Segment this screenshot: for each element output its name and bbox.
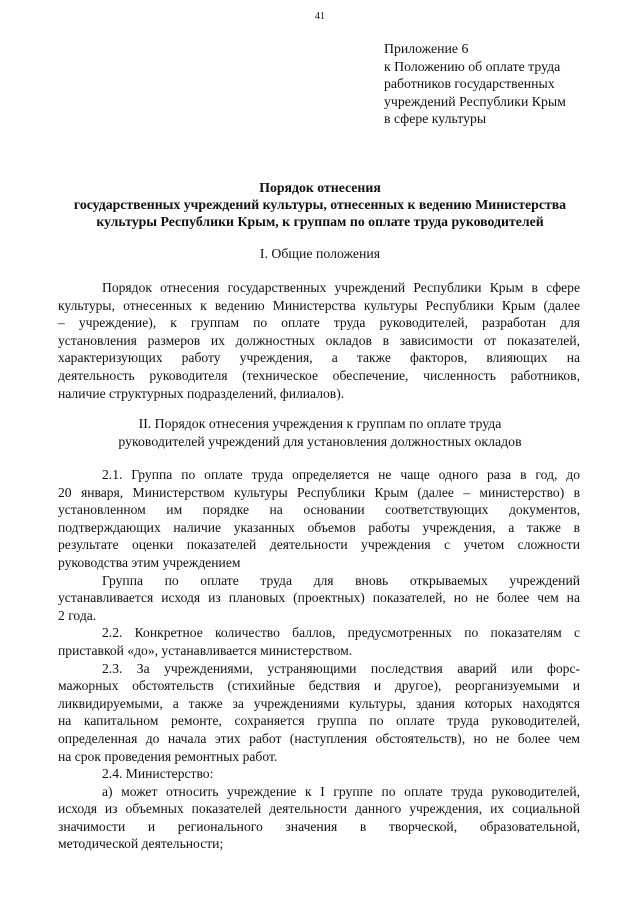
- text-line: на капитальном ремонте, сохраняется группа по оплате труда руководителей,: [58, 713, 580, 729]
- text-line: 2.3. За учреждениями, устраняющими последствия аварий или форс-: [102, 660, 580, 676]
- text-line: установления размеров их должностных окладов в зависимости от показателей,: [58, 332, 580, 348]
- text-line: руководства этим учреждением: [58, 554, 241, 570]
- title-line: государственных учреждений культуры, отнесенных к ведению Министерства: [73, 197, 567, 212]
- text-line: 2.2. Конкретное количество баллов, предусмотренных по показателям с: [102, 625, 580, 641]
- text-line: культуры, отнесенных к ведению Министерства культуры Республики Крым (далее: [58, 297, 580, 313]
- text-line: Группа по оплате труда для вновь открываемых учреждений: [102, 572, 580, 588]
- text-line: значимости и регионального значения в творческой, образовательной,: [58, 818, 580, 834]
- text-line: ликвидируемыми, а также за учреждениями культуры, здания которых находятся: [58, 695, 580, 711]
- appendix-line: учреждений Республики Крым: [384, 93, 566, 109]
- text-line: методической деятельности;: [58, 836, 224, 852]
- text-line: а) может относить учреждение к I группе по оплате труда руководителей,: [102, 783, 580, 799]
- text-line: на срок проведения ремонтных работ.: [58, 748, 278, 764]
- section-1-paragraph: [58, 279, 580, 402]
- heading-line: II. Порядок отнесения учреждения к группам по оплате труда: [138, 416, 502, 431]
- text-line: приставкой «до», устанавливается министерством.: [58, 642, 353, 658]
- page-number: 41: [315, 11, 325, 22]
- text-line: – учреждение), к группам по оплате труда руководителей, разработан для: [58, 315, 580, 331]
- title-line: Порядок отнесения: [259, 180, 381, 195]
- text-line: наличие структурных подразделений, филиалов).: [58, 385, 345, 401]
- text-line: 2.1. Группа по оплате труда определяется не чаще одного раза в год, до: [102, 467, 580, 482]
- text-line: характеризующих работу учреждения, а также факторов, влияющих на: [58, 350, 580, 366]
- text-line: 2 года.: [58, 607, 97, 623]
- heading-line: руководителей учреждений для установления должностных окладов: [118, 434, 522, 450]
- title-line: культуры Республики Крым, к группам по оплате труда руководителей: [96, 214, 544, 229]
- appendix-line: в сфере культуры: [384, 111, 487, 127]
- text-line: деятельность руководителя (техническое обеспечение, численность работников,: [58, 367, 580, 383]
- appendix-line: к Положению об оплате труда: [384, 58, 561, 74]
- text-line: 20 января, Министерством культуры Республики Крым (далее – министерство) в: [58, 484, 580, 500]
- text-line: установленном им порядке на основании соответствующих документов,: [58, 502, 580, 518]
- section-1-heading: I. Общие положения: [259, 246, 381, 261]
- appendix-line: работников государственных: [384, 76, 555, 92]
- section-2-body: [58, 466, 580, 853]
- appendix-line: Приложение 6: [384, 41, 469, 56]
- document-title: [40, 179, 600, 230]
- text-line: 2.4. Министерство:: [102, 766, 214, 782]
- text-line: исходя из объемных показателей деятельности данного учреждения, их социальной: [58, 801, 580, 817]
- text-line: Порядок отнесения государственных учреждений Республики Крым в сфере: [102, 280, 580, 295]
- text-line: подтверждающих наличие указанных объемов работы учреждения, а также в: [58, 519, 580, 535]
- text-line: мажорных обстоятельств (стихийные бедствия и другое), реорганизуемыми и: [58, 678, 580, 694]
- section-2-heading: [40, 415, 600, 452]
- text-line: определенная до начала этих работ (наступления обстоятельств), но не более чем: [58, 730, 580, 746]
- text-line: результате оценки показателей деятельности учреждения с учетом сложности: [58, 537, 580, 553]
- appendix-header: [384, 40, 614, 128]
- text-line: устанавливается исходя из плановых (проектных) показателей, но не более чем на: [58, 590, 580, 606]
